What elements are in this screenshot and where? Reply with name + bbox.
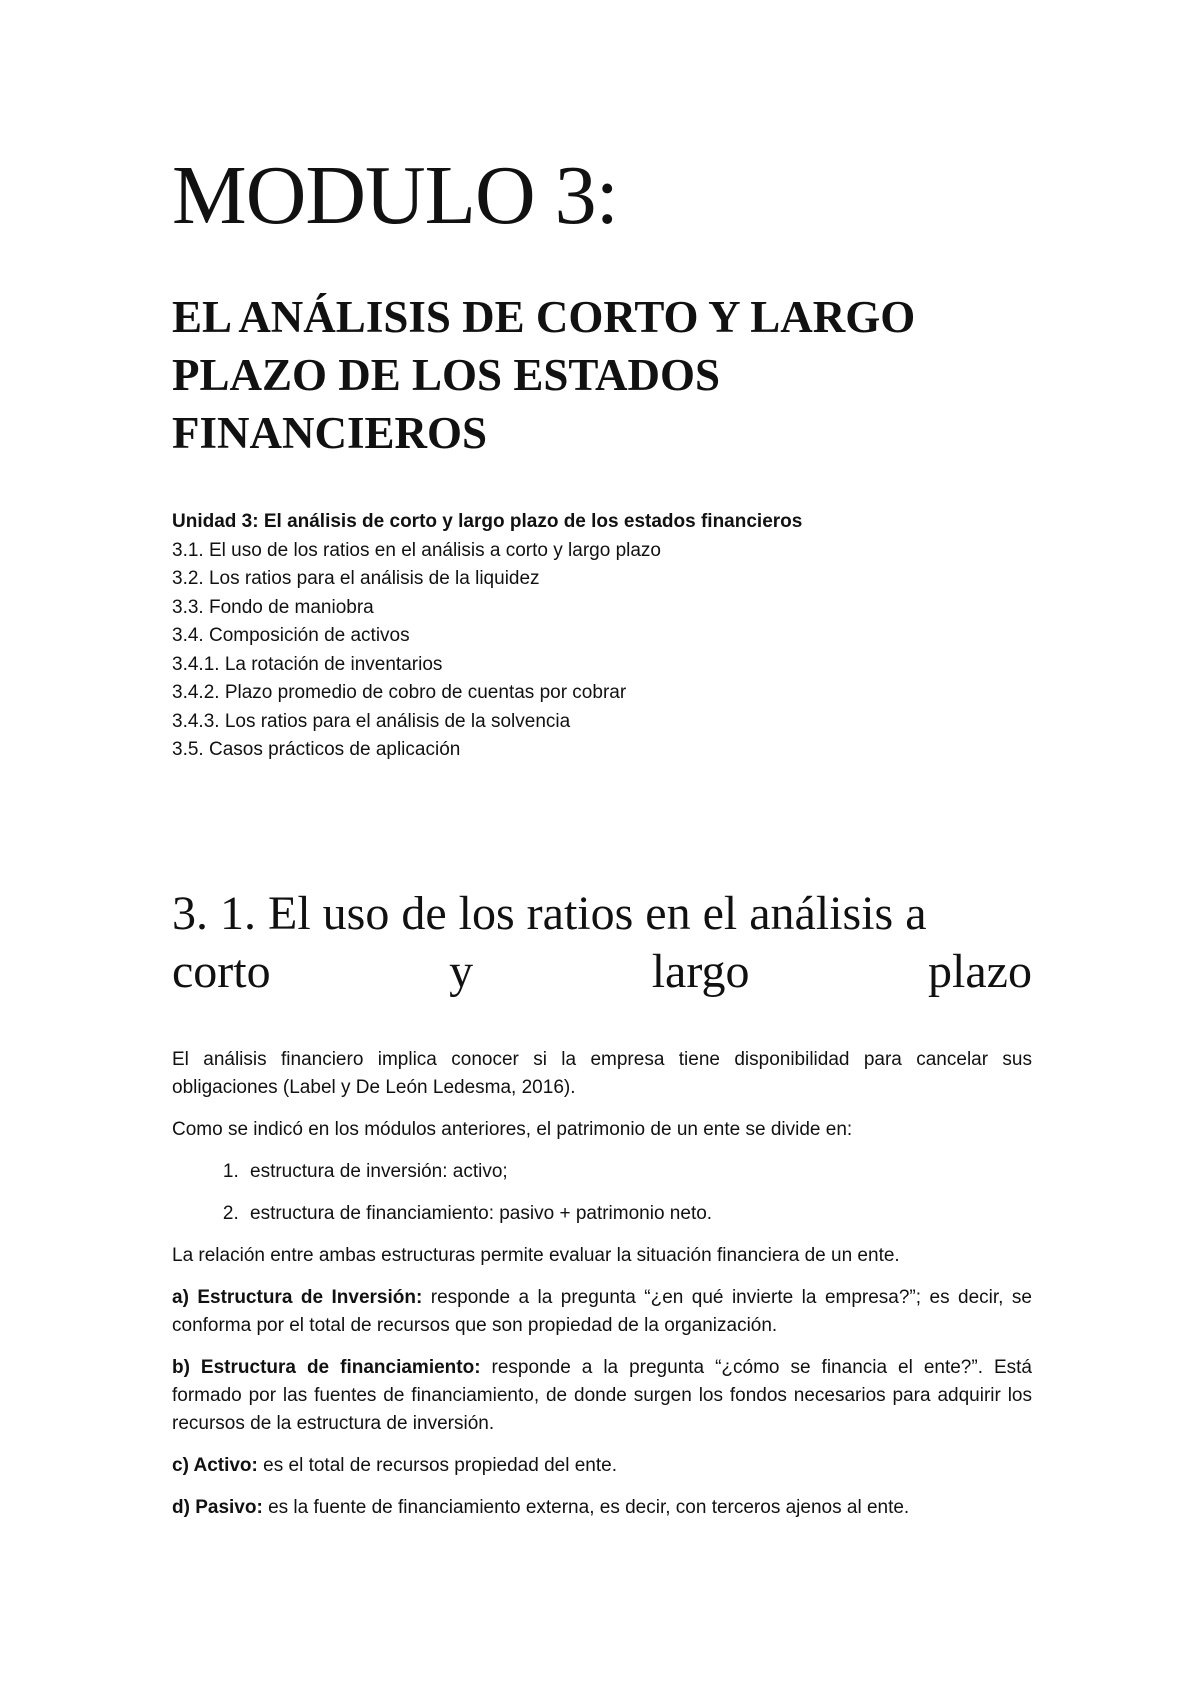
definition-paragraph [172, 1354, 1032, 1438]
toc-item: 3.5. Casos prácticos de aplicación [172, 739, 461, 760]
list-item: 1. estructura de inversión: activo; [244, 1158, 1032, 1186]
toc-item: 3.1. El uso de los ratios en el análisis a corto y largo plazo [172, 539, 661, 561]
toc-heading: Unidad 3: El análisis de corto y largo plazo de los estados financieros [172, 511, 803, 532]
toc-item: 3.4. Composición de activos [172, 625, 410, 646]
table-of-contents [172, 508, 1032, 765]
definition-paragraph [172, 1284, 1032, 1340]
definition-term: b) Estructura de financiamiento: [172, 1357, 481, 1378]
section-title-word: largo [651, 945, 750, 998]
section-title-word: corto [172, 945, 271, 998]
toc-item: 3.3. Fondo de maniobra [172, 596, 374, 618]
section-body [172, 1046, 1032, 1536]
module-subtitle: EL ANÁLISIS DE CORTO Y LARGO PLAZO DE LOS ESTADOS FINANCIEROS [172, 292, 916, 458]
structure-list [172, 1158, 1032, 1228]
section-title-word: plazo [928, 945, 1032, 998]
definition-paragraph [172, 1494, 1032, 1522]
definition-term: d) Pasivo: [172, 1497, 263, 1518]
definition-text: responde a la pregunta “¿cómo se financia el ente?”. Está formado por las fuentes de financiamiento, de donde surgen los fondos necesarios para adquirir los recursos de la estructura de inversión. [172, 1357, 1032, 1434]
toc-item: 3.4.2. Plazo promedio de cobro de cuentas por cobrar [172, 682, 627, 703]
module-title: MODULO 3: [172, 149, 618, 242]
definition-term: c) Activo: [172, 1455, 258, 1476]
definition-paragraph [172, 1452, 1032, 1480]
definition-term: a) Estructura de Inversión: [172, 1287, 423, 1308]
relation-paragraph: La relación entre ambas estructuras permite evaluar la situación financiera de un ente. [172, 1245, 900, 1266]
list-item: 2. estructura de financiamiento: pasivo + patrimonio neto. [244, 1200, 1032, 1228]
definition-text: responde a la pregunta “¿en qué invierte la empresa?”; es decir, se conforma por el total de recursos que son propiedad de la organización. [172, 1287, 1032, 1336]
document-page [172, 0, 1032, 1696]
toc-item: 3.4.1. La rotación de inventarios [172, 653, 443, 675]
toc-item: 3.2. Los ratios para el análisis de la liquidez [172, 568, 540, 589]
section-title-line1: 3. 1. El uso de los ratios en el análisis a [172, 887, 927, 940]
definition-text: es la fuente de financiamiento externa, es decir, con terceros ajenos al ente. [262, 1497, 910, 1518]
toc-item: 3.4.3. Los ratios para el análisis de la solvencia [172, 710, 571, 732]
section-title [172, 885, 1032, 1001]
section-title-line2 [172, 943, 1032, 1001]
definition-text: es el total de recursos propiedad del ente. [257, 1455, 617, 1476]
section-title-word: y [449, 945, 474, 998]
intro-paragraph: El análisis financiero implica conocer si la empresa tiene disponibilidad para cancelar sus obligaciones (Label y De León Ledesma, 2016). [172, 1049, 1032, 1098]
patrimonio-paragraph: Como se indicó en los módulos anteriores, el patrimonio de un ente se divide en: [172, 1119, 853, 1140]
